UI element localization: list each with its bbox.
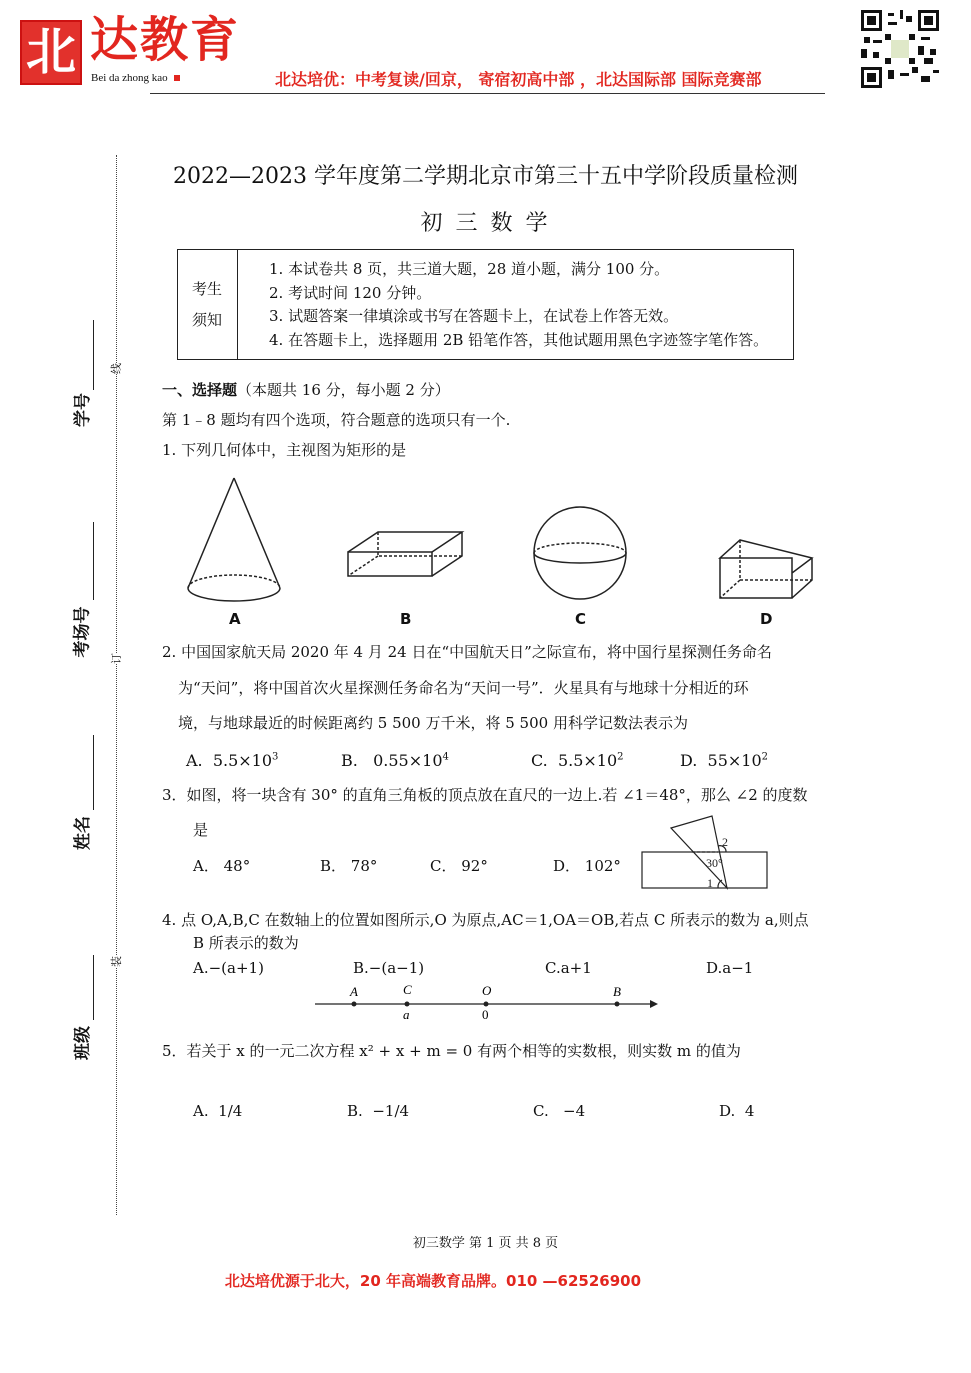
point-c [405,1002,410,1007]
notice-divider [237,250,238,359]
logo-mark: 北 [20,20,82,85]
point-b [615,1002,620,1007]
section-note: （本题共 16 分，每小题 2 分） [237,381,450,399]
value-0-label: 0 [482,1007,489,1022]
student-id-field[interactable] [93,320,94,390]
option-exponent: 4 [442,751,449,763]
q1-stem: 1. 下列几何体中，主视图为矩形的是 [162,441,407,459]
section-heading [162,381,450,399]
q1-option-a[interactable]: A [229,610,241,628]
q1-option-d[interactable]: D [760,610,773,628]
logo-subtitle [91,72,180,85]
q2-option-b[interactable] [341,751,449,770]
value-a-label: a [403,1007,410,1022]
q3-line: 3．如图，将一块含有 30° 的直角三角板的顶点放在直尺的一边上.若 ∠1＝48°，那么 ∠2 的度数 [162,786,808,804]
cuboid-figure [348,532,462,576]
notice-item: 3. 试题答案一律填涂或书写在答题卡上，在试卷上作答无效。 [269,307,679,325]
option-value: 55×10 [707,751,762,770]
q5-option-b[interactable] [347,1102,409,1120]
q5-option-c[interactable] [533,1102,585,1120]
option-value: 5.5×10 [557,751,618,770]
option-letter: A. [186,751,203,770]
q3-option-a[interactable]: A． 48° [193,857,251,875]
q1-option-c[interactable]: C [575,610,587,628]
option-letter: D. [719,1102,736,1120]
option-value: 1/4 [218,1102,243,1120]
q1-figures [180,470,830,610]
name-field[interactable] [93,735,94,810]
notice-box [177,249,794,360]
section-title: 一、选择题 [162,381,238,399]
arrow-right-icon [650,1000,658,1008]
notice-item: 1. 本试卷共 8 页，共三道大题，28 道小题，满分 100 分。 [269,260,670,278]
q4-option-a[interactable]: A.−(a+1) [193,959,264,977]
student-id-label: 学号 [73,393,93,427]
class-label: 班级 [73,1026,93,1060]
notice-label: 须知 [192,311,223,329]
q4-line: B 所表示的数为 [193,934,299,952]
option-exponent: 3 [272,751,279,763]
notice-label: 考生 [192,280,223,298]
q5-option-a[interactable] [193,1102,242,1120]
page-footer: 初三数学 第 1 页 共 8 页 [412,1236,559,1251]
q3-option-c[interactable]: C． 92° [430,857,488,875]
q2-option-c[interactable] [531,751,624,770]
cone-figure [188,478,280,601]
point-c-label: C [403,982,412,997]
name-label: 姓名 [73,816,93,850]
q2-line: 为“天问”，将中国首次火星探测任务命名为“天问一号”．火星具有与地球十分相近的环 [178,679,749,697]
header-divider [150,93,825,94]
notice-item: 2. 考试时间 120 分钟。 [269,284,432,302]
option-letter: C. [533,1102,549,1120]
exam-title: 2022—2023 学年度第二学期北京市第三十五中学阶段质量检测 [173,164,798,189]
option-value: 4 [744,1102,755,1120]
option-value: 5.5×10 [212,751,273,770]
q3-option-d[interactable]: D． 102° [553,857,621,875]
angle-30-label: 30° [706,856,723,870]
option-value: 0.55×10 [373,751,443,770]
exam-subject: 初 三 数 学 [420,211,551,236]
point-a [352,1002,357,1007]
point-o-label: O [482,983,492,998]
logo-sub-text: Bei da zhong kao [91,72,168,84]
q2-line: 境，与地球最近的时候距离约 5 500 万千米，将 5 500 用科学记数法表示为 [178,714,688,732]
q4-option-d[interactable]: D.a−1 [706,959,754,977]
option-letter: B. [341,751,358,770]
prism-figure [720,540,812,598]
q3-figure [640,812,772,892]
q1-option-b[interactable]: B [400,610,412,628]
point-b-label: B [613,984,621,999]
notice-item: 4. 在答题卡上，选择题用 2B 铅笔作答，其他试题用黑色字迹签字笔作答。 [269,331,769,349]
class-field[interactable] [93,955,94,1020]
exam-room-label: 考场号 [72,606,93,658]
option-letter: A. [193,1102,209,1120]
option-exponent: 2 [617,751,624,763]
option-exponent: 2 [761,751,769,763]
q5-stem: 5．若关于 x 的一元二次方程 x² + x + m = 0 有两个相等的实数根，则实数 m 的值为 [162,1042,741,1060]
option-value: −4 [563,1102,586,1120]
option-letter: C. [531,751,548,770]
qr-code-icon [861,10,939,88]
point-a-label: A [350,984,358,999]
q4-line: 4. 点 O,A,B,C 在数轴上的位置如图所示,O 为原点,AC＝1,OA＝OB,若点 C 所表示的数为 a,则点 [162,911,809,929]
binding-mark: 装 [110,956,123,967]
angle-2-label: 2 [722,835,728,849]
q3-line: 是 [193,821,209,839]
angle-1-label: 1 [707,876,713,890]
binding-mark: 订 [110,653,123,664]
section-instruction: 第 1﹣8 题均有四个选项，符合题意的选项只有一个. [162,411,511,429]
binding-mark: 线 [110,363,123,374]
header-slogan: 北达培优：中考复读/回京， 寄宿初高中部 ，北达国际部 国际竞赛部 [275,70,762,89]
square-icon [174,75,180,81]
logo-text: 达教育 [90,12,241,68]
q4-number-line [310,980,665,1025]
sphere-figure [534,507,626,599]
option-letter: D. [680,751,698,770]
point-o [484,1002,489,1007]
binding-line [116,155,117,1215]
q4-option-b[interactable]: B.−(a−1) [353,959,425,977]
q2-option-a[interactable] [186,751,278,770]
q2-line: 2. 中国国家航天局 2020 年 4 月 24 日在“中国航天日”之际宣布，将中国行星探测任务命名 [162,643,772,661]
q4-option-c[interactable]: C.a+1 [545,959,592,977]
option-value: −1/4 [372,1102,410,1120]
option-letter: B. [347,1102,363,1120]
q3-option-b[interactable]: B． 78° [320,857,378,875]
footer-ad: 北达培优源于北大，20 年高端教育品牌。010 —62526900 [224,1272,642,1290]
q2-option-d[interactable] [680,751,768,770]
q5-option-d[interactable] [719,1102,754,1120]
exam-room-field[interactable] [93,522,94,600]
